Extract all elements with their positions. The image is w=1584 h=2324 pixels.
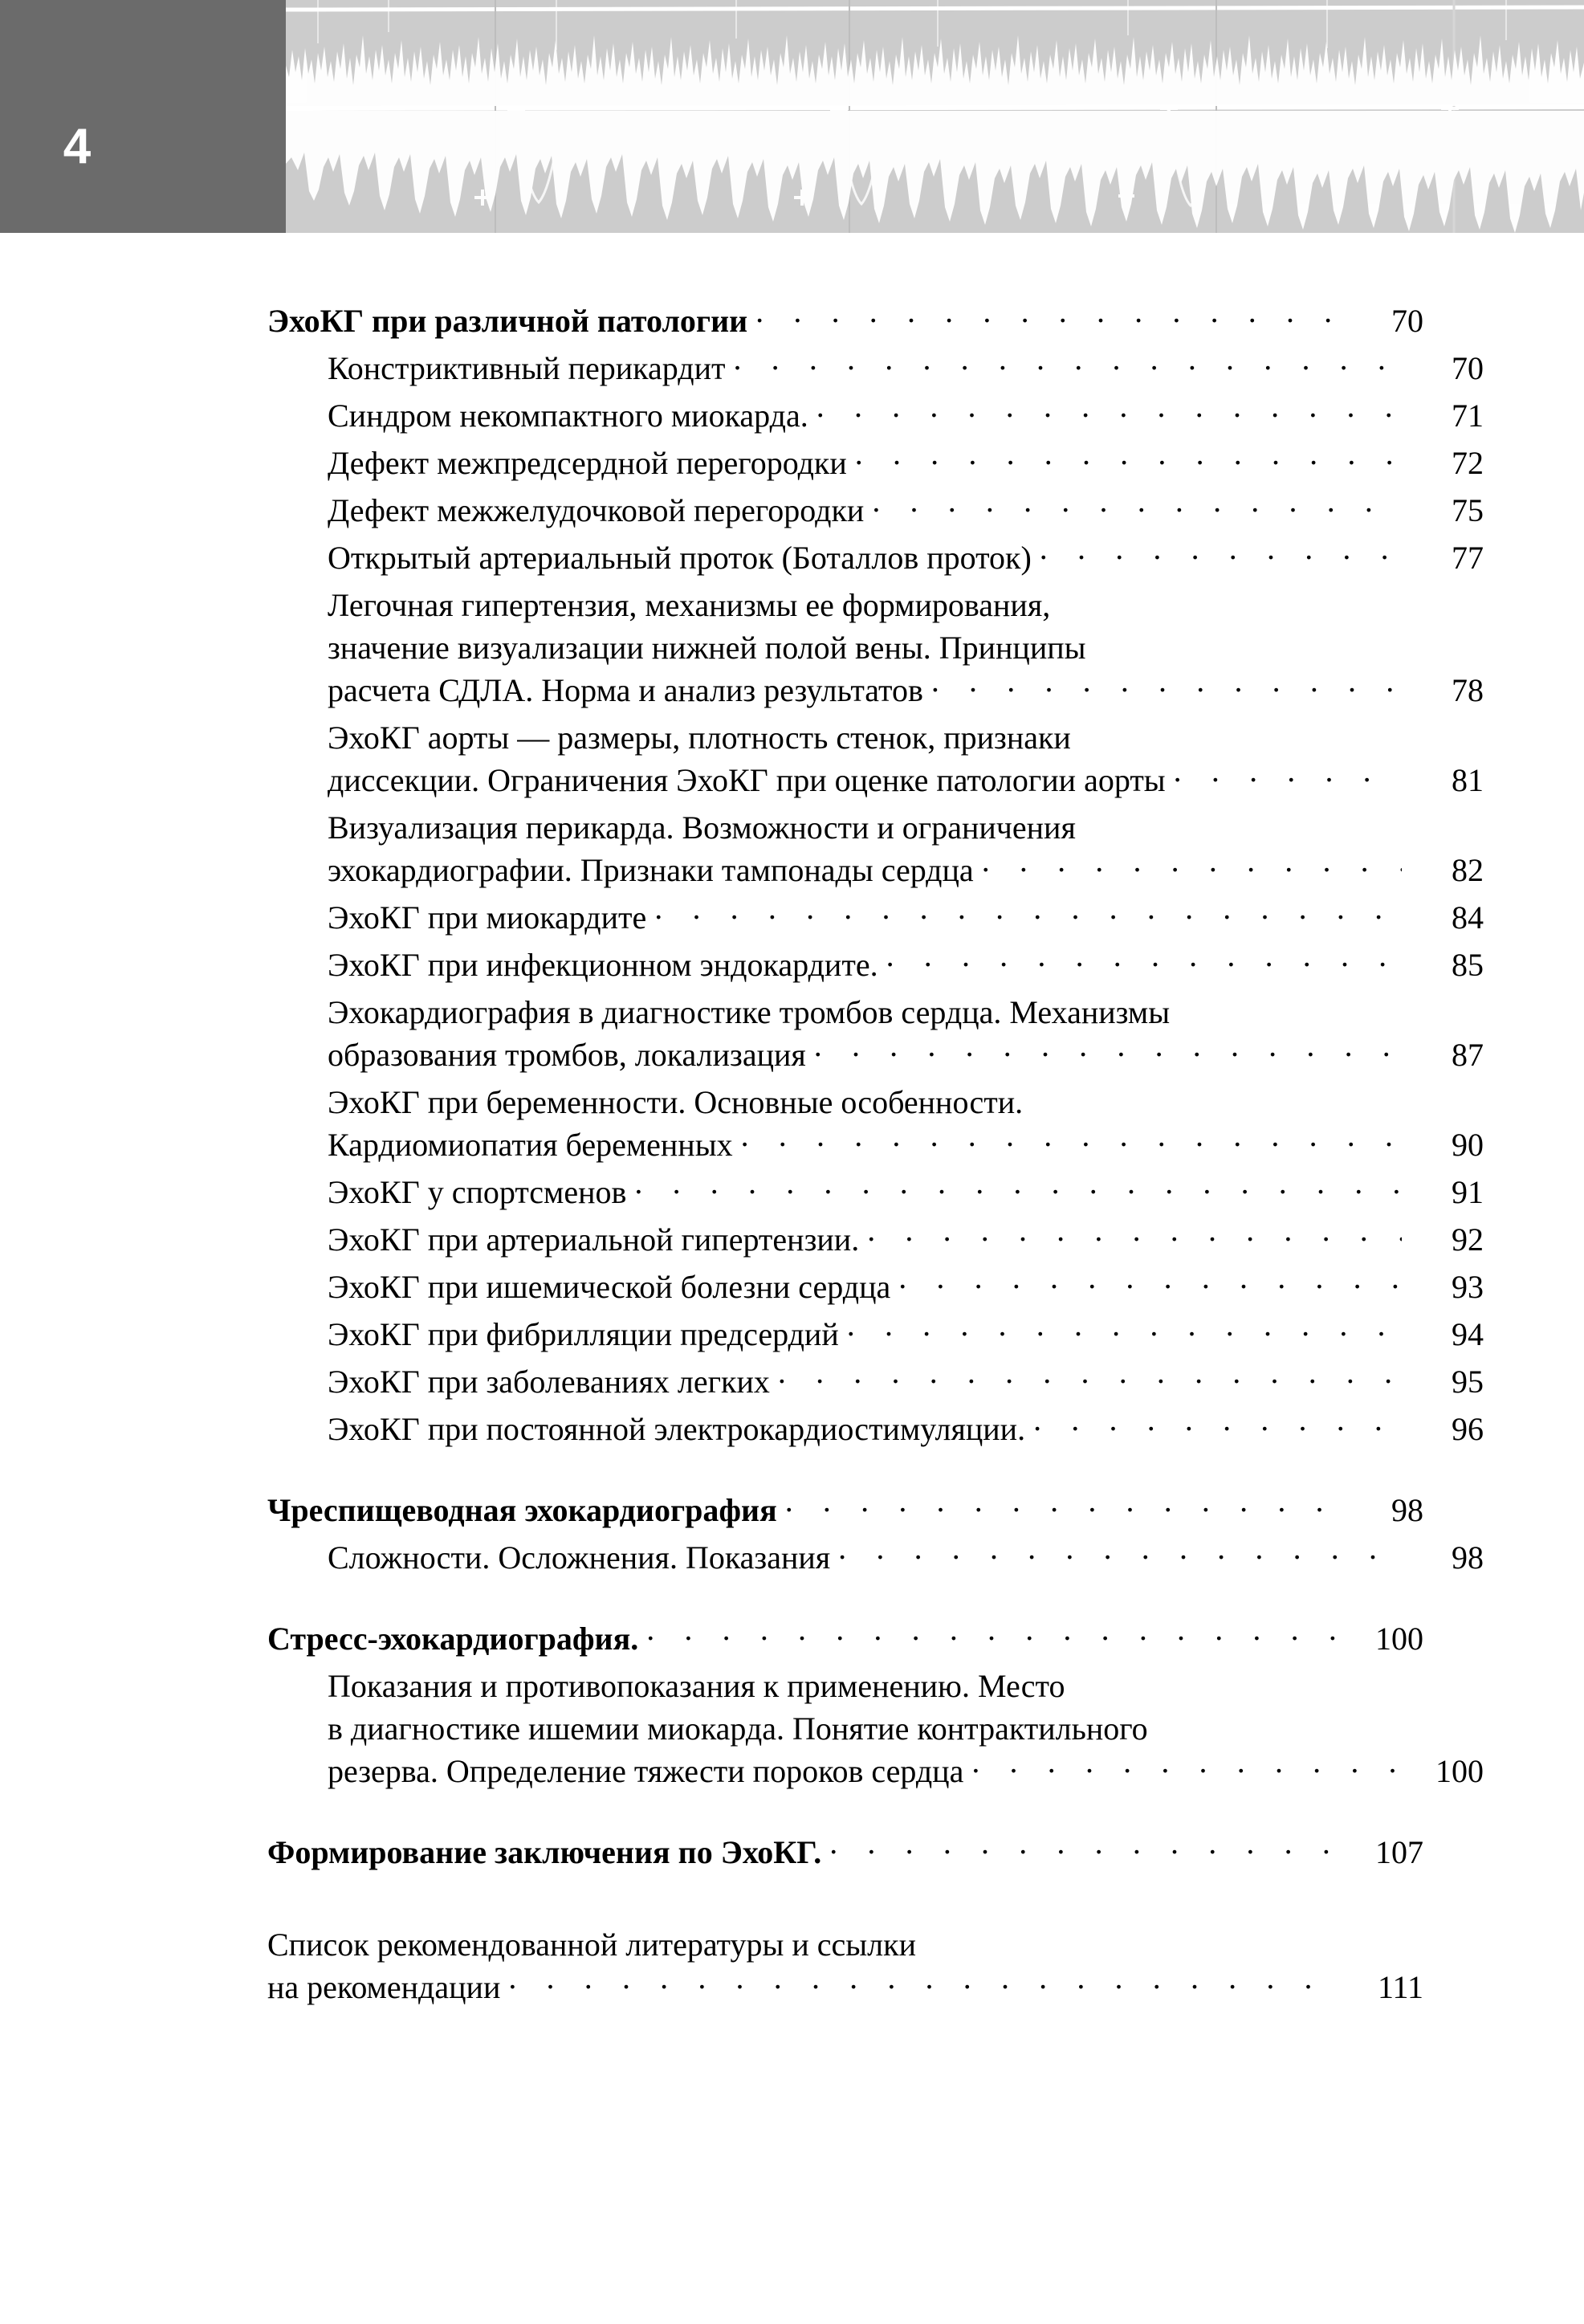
toc-page-number[interactable]: 71 xyxy=(1452,398,1484,434)
toc-dot-leader xyxy=(982,849,1402,881)
toc-page-number[interactable]: 93 xyxy=(1452,1269,1484,1305)
toc-entry[interactable] xyxy=(267,299,1423,343)
toc-page-number[interactable]: 85 xyxy=(1452,947,1484,983)
toc-entry-last-line xyxy=(328,1749,1484,1793)
toc-page-number[interactable]: 87 xyxy=(1452,1037,1484,1073)
toc-page-number-cell xyxy=(1407,943,1484,987)
toc-entry-title: образования тромбов, локализация xyxy=(328,1037,806,1073)
toc-entry-title: Сложности. Осложнения. Показания xyxy=(328,1539,831,1576)
toc-entry-last-line xyxy=(267,1830,1423,1874)
toc-entry-title: Чреспищеводная эхокардиография xyxy=(267,1492,777,1528)
toc-entry[interactable] xyxy=(328,536,1484,580)
toc-page-number-cell xyxy=(1407,393,1484,438)
toc-entry-title: Список рекомендованной литературы и ссылки xyxy=(267,1926,916,1963)
toc-entry[interactable] xyxy=(328,1407,1484,1451)
toc-dot-leader xyxy=(646,1617,1342,1649)
toc-entry-last-line xyxy=(328,1033,1484,1077)
toc-dot-leader xyxy=(971,1750,1402,1782)
toc-page-number[interactable]: 84 xyxy=(1452,899,1484,936)
toc-dot-leader xyxy=(1040,536,1402,569)
toc-entry-title: ЭхоКГ при ишемической болезни сердца xyxy=(328,1269,891,1305)
toc-dot-leader xyxy=(816,394,1402,426)
toc-page-number-cell xyxy=(1407,668,1484,712)
toc-entry[interactable] xyxy=(328,716,1484,802)
toc-entry[interactable] xyxy=(328,393,1484,438)
toc-entry[interactable] xyxy=(267,1922,1423,2009)
toc-dot-leader xyxy=(785,1489,1342,1521)
toc-entry[interactable] xyxy=(267,1617,1423,1661)
toc-page-number[interactable]: 96 xyxy=(1452,1411,1484,1447)
toc-page-number-cell xyxy=(1407,536,1484,580)
toc-page-number-cell xyxy=(1407,1217,1484,1262)
toc-entry-line xyxy=(328,990,1484,1034)
toc-spacer xyxy=(267,1580,1423,1617)
doppler-waveform-svg xyxy=(285,0,1584,233)
folio-block xyxy=(0,0,286,233)
toc-entry-title: Дефект межпредсердной перегородки xyxy=(328,445,847,481)
toc-dot-leader xyxy=(1033,1408,1402,1440)
toc-entry[interactable] xyxy=(267,1488,1423,1532)
toc-entry-last-line xyxy=(328,393,1484,438)
toc-page-number-cell xyxy=(1407,1749,1484,1793)
toc-entry-title: диссекции. Ограничения ЭхоКГ при оценке патологии аорты xyxy=(328,762,1166,798)
toc-page-number-cell xyxy=(1407,895,1484,940)
toc-entry-last-line xyxy=(328,943,1484,987)
toc-page-number[interactable]: 75 xyxy=(1452,492,1484,528)
toc-entry-last-line xyxy=(328,1123,1484,1167)
toc-entry-last-line xyxy=(267,1488,1423,1532)
toc-entry-title: расчета СДЛА. Норма и анализ результатов xyxy=(328,672,923,708)
toc-entry-last-line xyxy=(328,1407,1484,1451)
toc-entry[interactable] xyxy=(328,1535,1484,1580)
toc-dot-leader xyxy=(654,896,1402,928)
toc-page-number[interactable]: 98 xyxy=(1391,1492,1423,1528)
toc-page-number[interactable]: 95 xyxy=(1452,1364,1484,1400)
toc-page-number-cell xyxy=(1346,1965,1423,2009)
toc-dot-leader xyxy=(886,944,1402,976)
toc-dot-leader xyxy=(741,1123,1402,1156)
toc-entry-line xyxy=(328,626,1484,670)
toc-dot-leader xyxy=(755,300,1342,332)
toc-page-number-cell xyxy=(1407,1407,1484,1451)
toc-dot-leader xyxy=(898,1266,1402,1298)
page-number: 4 xyxy=(63,119,92,174)
toc-entry[interactable] xyxy=(328,441,1484,485)
toc-spacer xyxy=(267,1451,1423,1488)
toc-entry[interactable] xyxy=(328,346,1484,390)
toc-dot-leader xyxy=(847,1313,1402,1345)
toc-page-number[interactable]: 70 xyxy=(1452,350,1484,386)
toc-entry-title: ЭхоКГ аорты — размеры, плотность стенок, признаки xyxy=(328,720,1071,756)
toc-page-number-cell xyxy=(1407,346,1484,390)
toc-entry-last-line xyxy=(328,1170,1484,1214)
toc-entry[interactable] xyxy=(328,1170,1484,1214)
toc-entry-title: Эхокардиография в диагностике тромбов сердца. Механизмы xyxy=(328,994,1171,1030)
toc-page-number-cell xyxy=(1346,1488,1423,1532)
toc-entry[interactable] xyxy=(328,488,1484,532)
toc-entry[interactable] xyxy=(328,1312,1484,1356)
toc-page-number-cell xyxy=(1407,488,1484,532)
toc-entry-title: Визуализация перикарда. Возможности и ограничения xyxy=(328,809,1076,846)
toc-entry-line xyxy=(328,805,1484,850)
toc-page-number[interactable]: 82 xyxy=(1452,852,1484,888)
toc-page-number[interactable]: 72 xyxy=(1452,445,1484,481)
toc-entry[interactable] xyxy=(328,1265,1484,1309)
toc-entry[interactable] xyxy=(328,805,1484,892)
toc-page-number-cell xyxy=(1346,299,1423,343)
toc-entry-last-line xyxy=(328,1265,1484,1309)
toc-page-number[interactable]: 94 xyxy=(1452,1316,1484,1352)
toc-page-number-cell xyxy=(1407,1033,1484,1077)
toc-page-number[interactable]: 70 xyxy=(1391,303,1423,339)
toc-entry-last-line xyxy=(328,1360,1484,1404)
toc-page-number-cell xyxy=(1407,1170,1484,1214)
toc-dot-leader xyxy=(867,1218,1402,1250)
toc-entry-title: ЭхоКГ при постоянной электрокардиостимуляции. xyxy=(328,1411,1026,1447)
table-of-contents xyxy=(267,299,1484,2009)
toc-page-number-cell xyxy=(1407,1265,1484,1309)
toc-entry-title: в диагностике ишемии миокарда. Понятие контрактильного xyxy=(328,1710,1148,1747)
toc-entry-last-line xyxy=(328,441,1484,485)
toc-entry-last-line xyxy=(328,848,1484,892)
toc-dot-leader xyxy=(778,1360,1402,1392)
toc-entry-title: Открытый артериальный проток (Боталлов проток) xyxy=(328,540,1032,576)
toc-page-number-cell xyxy=(1407,1123,1484,1167)
toc-entry[interactable] xyxy=(328,895,1484,940)
toc-entry-title: Кардиомиопатия беременных xyxy=(328,1127,733,1163)
doppler-waveform-graphic xyxy=(285,0,1584,233)
toc-page-number-cell xyxy=(1407,1535,1484,1580)
toc-page-number[interactable]: 91 xyxy=(1452,1174,1484,1210)
toc-entry-title: ЭхоКГ при артериальной гипертензии. xyxy=(328,1221,860,1258)
toc-entry-last-line xyxy=(267,1965,1423,2009)
toc-entry-last-line xyxy=(328,346,1484,390)
toc-dot-leader xyxy=(855,442,1402,474)
toc-entry-line xyxy=(328,1080,1484,1124)
toc-dot-leader xyxy=(1174,759,1402,791)
toc-entry-line xyxy=(328,1664,1484,1708)
toc-entry-title: значение визуализации нижней полой вены. Принципы xyxy=(328,630,1086,666)
toc-spacer xyxy=(267,1793,1423,1830)
toc-dot-leader xyxy=(829,1831,1342,1863)
toc-entry[interactable] xyxy=(328,943,1484,987)
toc-page-number-cell xyxy=(1346,1617,1423,1661)
toc-entry[interactable] xyxy=(328,1080,1484,1167)
toc-entry-last-line xyxy=(267,299,1423,343)
toc-entry[interactable] xyxy=(328,583,1484,712)
toc-entry-title: Синдром некомпактного миокарда. xyxy=(328,398,808,434)
toc-page-number-cell xyxy=(1346,1830,1423,1874)
toc-entry[interactable] xyxy=(267,1830,1423,1874)
toc-entry[interactable] xyxy=(328,1360,1484,1404)
toc-entry[interactable] xyxy=(328,990,1484,1077)
toc-entry-title: Показания и противопоказания к применению. Место xyxy=(328,1668,1065,1704)
toc-page-number-cell xyxy=(1407,1312,1484,1356)
toc-entry-last-line xyxy=(328,1535,1484,1580)
toc-entry-last-line xyxy=(328,536,1484,580)
toc-entry-title: на рекомендации xyxy=(267,1969,501,2005)
toc-page-number[interactable]: 111 xyxy=(1377,1969,1423,2005)
toc-dot-leader xyxy=(634,1171,1402,1203)
toc-entry-last-line xyxy=(267,1617,1423,1661)
toc-entry[interactable] xyxy=(328,1217,1484,1262)
toc-dot-leader xyxy=(814,1034,1402,1066)
toc-page-number-cell xyxy=(1407,441,1484,485)
toc-entry-title: ЭхоКГ при фибрилляции предсердий xyxy=(328,1316,839,1352)
toc-dot-leader xyxy=(508,1966,1342,1998)
toc-entry-title: ЭхоКГ при инфекционном эндокардите. xyxy=(328,947,878,983)
toc-entry-last-line xyxy=(328,758,1484,802)
toc-page-number[interactable]: 81 xyxy=(1452,762,1484,798)
toc-page-number[interactable]: 92 xyxy=(1452,1221,1484,1258)
toc-entry-last-line xyxy=(328,895,1484,940)
toc-entry-title: резерва. Определение тяжести пороков сердца xyxy=(328,1753,964,1789)
toc-page-number[interactable]: 107 xyxy=(1375,1834,1423,1870)
toc-page-number[interactable]: 100 xyxy=(1375,1621,1423,1657)
toc-entry-title: Дефект межжелудочковой перегородки xyxy=(328,492,865,528)
toc-entry-last-line xyxy=(328,1217,1484,1262)
toc-page-number[interactable]: 78 xyxy=(1452,672,1484,708)
page-header-band xyxy=(0,0,1584,233)
toc-page-number[interactable]: 90 xyxy=(1452,1127,1484,1163)
toc-entry-last-line xyxy=(328,668,1484,712)
toc-entry-line xyxy=(267,1922,1423,1967)
toc-page-number[interactable]: 100 xyxy=(1435,1753,1484,1789)
toc-page-number[interactable]: 98 xyxy=(1452,1539,1484,1576)
toc-entry-title: ЭхоКГ при беременности. Основные особенности. xyxy=(328,1084,1024,1120)
toc-entry-line xyxy=(328,583,1484,627)
toc-entry-last-line xyxy=(328,488,1484,532)
toc-dot-leader xyxy=(872,489,1402,521)
toc-dot-leader xyxy=(838,1536,1402,1568)
toc-entry-title: Констриктивный перикардит xyxy=(328,350,726,386)
toc-entry[interactable] xyxy=(328,1664,1484,1793)
toc-entry-title: ЭхоКГ при миокардите xyxy=(328,899,647,936)
toc-entry-title: Стресс-эхокардиография. xyxy=(267,1621,639,1657)
toc-entry-title: Легочная гипертензия, механизмы ее формирования, xyxy=(328,587,1051,623)
toc-entry-line xyxy=(328,1706,1484,1751)
toc-entry-last-line xyxy=(328,1312,1484,1356)
toc-entry-title: эхокардиографии. Признаки тампонады сердца xyxy=(328,852,974,888)
toc-spacer xyxy=(267,1874,1423,1922)
toc-entry-title: ЭхоКГ у спортсменов xyxy=(328,1174,627,1210)
toc-entry-title: ЭхоКГ при заболеваниях легких xyxy=(328,1364,770,1400)
toc-page-number-cell xyxy=(1407,758,1484,802)
toc-page-number-cell xyxy=(1407,1360,1484,1404)
toc-page-number[interactable]: 77 xyxy=(1452,540,1484,576)
toc-dot-leader xyxy=(733,347,1402,379)
toc-page-number-cell xyxy=(1407,848,1484,892)
toc-entry-title: ЭхоКГ при различной патологии xyxy=(267,303,748,339)
toc-entry-title: Формирование заключения по ЭхоКГ. xyxy=(267,1834,822,1870)
toc-dot-leader xyxy=(931,669,1402,701)
toc-entry-line xyxy=(328,716,1484,760)
